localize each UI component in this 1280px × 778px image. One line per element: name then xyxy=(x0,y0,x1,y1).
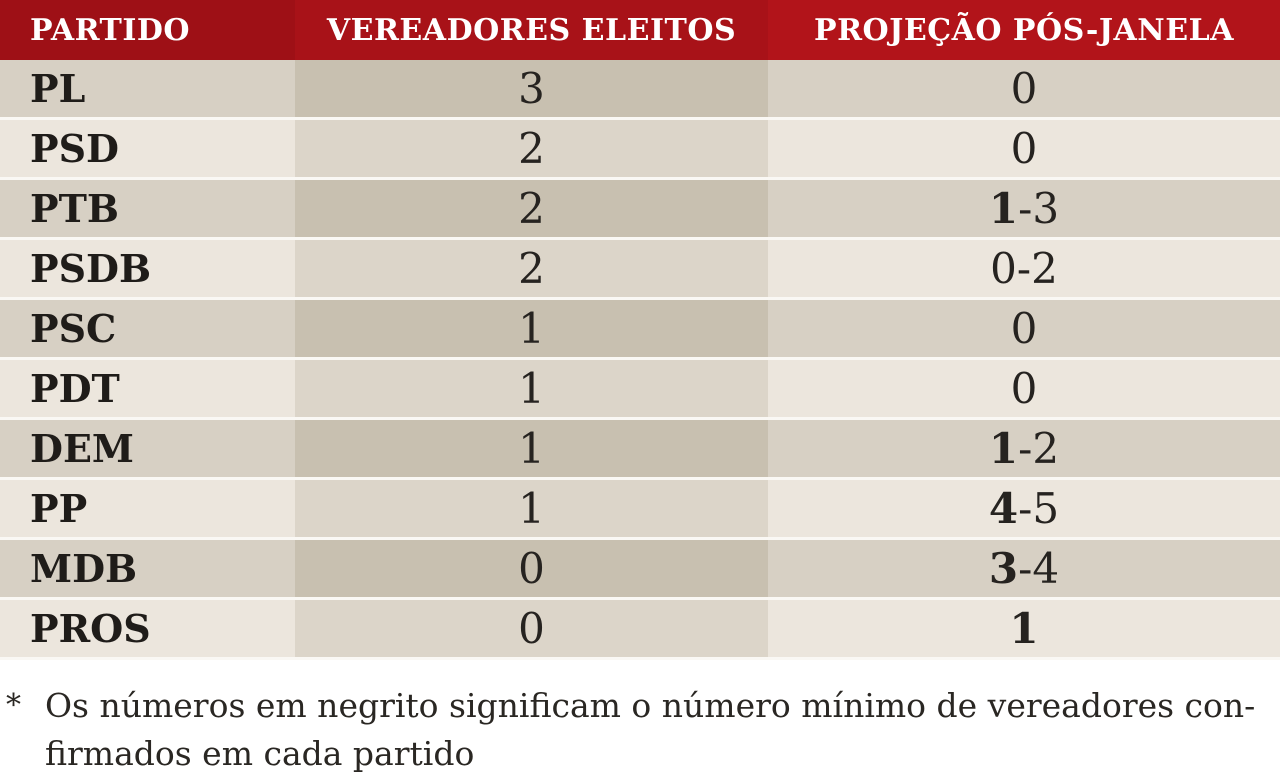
table-row xyxy=(0,120,1280,180)
table-row xyxy=(0,300,1280,360)
projecao-cell xyxy=(768,360,1280,417)
projecao-cell xyxy=(768,120,1280,177)
table-row xyxy=(0,540,1280,600)
partido-cell: PSD xyxy=(0,120,295,177)
projecao-range-regular: 0 xyxy=(1010,124,1038,173)
projecao-range-regular: -5 xyxy=(1018,484,1060,533)
table-row xyxy=(0,480,1280,540)
partido-cell: PROS xyxy=(0,600,295,657)
eleitos-cell: 1 xyxy=(295,300,768,357)
eleitos-cell: 2 xyxy=(295,240,768,297)
eleitos-cell: 0 xyxy=(295,600,768,657)
partido-cell: PTB xyxy=(0,180,295,237)
partido-cell: PDT xyxy=(0,360,295,417)
table-row xyxy=(0,180,1280,240)
column-header-vereadores-eleitos: VEREADORES ELEITOS xyxy=(295,0,768,60)
partido-cell: PP xyxy=(0,480,295,537)
partido-cell: PSDB xyxy=(0,240,295,297)
column-header-projecao-pos-janela: PROJEÇÃO PÓS-JANELA xyxy=(768,0,1280,60)
eleitos-cell: 2 xyxy=(295,180,768,237)
footnote-text xyxy=(45,682,1255,778)
footnote-line-2: firmados em cada partido xyxy=(45,734,475,773)
asterisk-marker: * xyxy=(6,688,21,723)
partido-cell: MDB xyxy=(0,540,295,597)
projecao-cell xyxy=(768,540,1280,597)
footnote-line-1: Os números em negrito significam o número mínimo de vereadores con- xyxy=(45,686,1256,725)
eleitos-cell: 0 xyxy=(295,540,768,597)
table-row xyxy=(0,600,1280,660)
table-header-row xyxy=(0,0,1280,60)
table-row xyxy=(0,240,1280,300)
table-body xyxy=(0,60,1280,660)
eleitos-cell: 1 xyxy=(295,360,768,417)
projecao-cell xyxy=(768,60,1280,117)
column-header-partido: PARTIDO xyxy=(0,0,295,60)
projecao-min-bold: 1 xyxy=(1009,604,1039,653)
eleitos-cell: 1 xyxy=(295,420,768,477)
projecao-range-regular: 0 xyxy=(1010,64,1038,113)
projecao-min-bold: 1 xyxy=(988,424,1019,473)
table-row xyxy=(0,360,1280,420)
eleitos-cell: 2 xyxy=(295,120,768,177)
projecao-min-bold: 3 xyxy=(988,544,1019,593)
projecao-cell xyxy=(768,420,1280,477)
projecao-cell xyxy=(768,600,1280,657)
projecao-range-regular: -3 xyxy=(1018,184,1060,233)
projecao-range-regular: -2 xyxy=(1018,424,1060,473)
projecao-cell xyxy=(768,480,1280,537)
projecao-range-regular: 0 xyxy=(1010,364,1038,413)
table-row xyxy=(0,60,1280,120)
eleitos-cell: 3 xyxy=(295,60,768,117)
table-row xyxy=(0,420,1280,480)
eleitos-cell: 1 xyxy=(295,480,768,537)
projecao-range-regular: -4 xyxy=(1018,544,1060,593)
partido-cell: PL xyxy=(0,60,295,117)
projecao-range-regular: 0-2 xyxy=(990,244,1058,293)
footnote xyxy=(0,682,1280,778)
partido-cell: PSC xyxy=(0,300,295,357)
projecao-min-bold: 4 xyxy=(988,484,1019,533)
projecao-cell xyxy=(768,240,1280,297)
projecao-cell xyxy=(768,180,1280,237)
projecao-cell xyxy=(768,300,1280,357)
projecao-range-regular: 0 xyxy=(1010,304,1038,353)
partido-cell: DEM xyxy=(0,420,295,477)
projecao-min-bold: 1 xyxy=(988,184,1019,233)
